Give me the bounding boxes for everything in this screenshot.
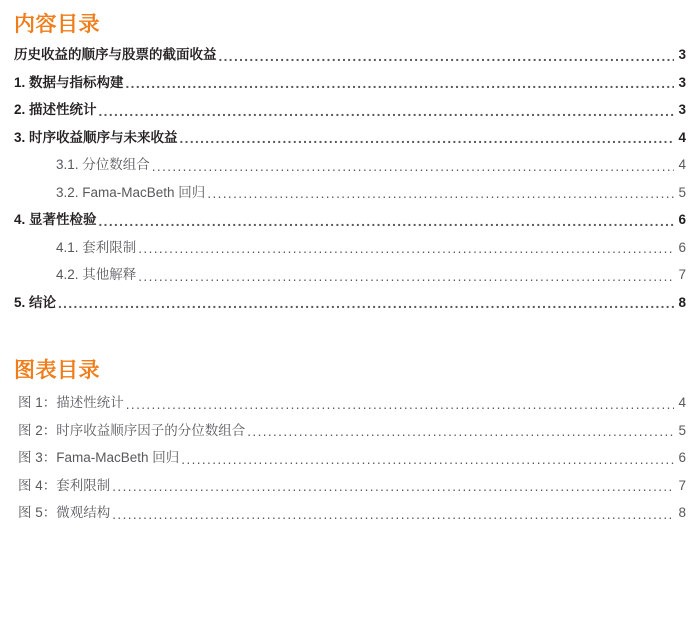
- figure-entry-page: 4: [678, 395, 686, 410]
- figure-entry-label: 图 5：微观结构: [18, 505, 111, 520]
- toc-entry-page: 4: [678, 157, 686, 172]
- toc-entry-page: 7: [678, 267, 686, 282]
- toc-entry[interactable]: [14, 241, 686, 256]
- figure-entry-page: 5: [678, 422, 686, 438]
- toc-entry[interactable]: [14, 213, 686, 228]
- figure-entry-label: 图 1：描述性统计: [18, 395, 124, 410]
- figure-entry[interactable]: [14, 396, 686, 411]
- toc-leader-dots: [247, 425, 674, 438]
- toc-leader-dots: [207, 187, 674, 200]
- figure-entry[interactable]: [14, 479, 686, 494]
- figure-entry[interactable]: [14, 424, 686, 439]
- table-of-contents: [14, 48, 686, 310]
- figure-entry-page: 6: [678, 450, 686, 465]
- toc-entry-label: 4. 显著性检验: [14, 212, 97, 227]
- figure-entry-label: 图 4：套利限制: [18, 477, 111, 493]
- toc-entry[interactable]: [14, 131, 686, 146]
- figure-entry-page: 8: [678, 505, 686, 520]
- toc-entry-label: 1. 数据与指标构建: [14, 74, 124, 90]
- toc-entry-label: 4.2. 其他解释: [56, 267, 137, 282]
- figure-entry-page: 7: [678, 477, 686, 493]
- toc-entry-page: 3: [678, 102, 686, 117]
- toc-entry-label: 5. 结论: [14, 294, 57, 310]
- toc-entry[interactable]: [14, 158, 686, 173]
- spacer: [14, 310, 686, 354]
- toc-entry[interactable]: [14, 296, 686, 311]
- toc-leader-dots: [180, 132, 674, 145]
- toc-leader-dots: [99, 105, 674, 118]
- toc-entry[interactable]: [14, 76, 686, 91]
- spacer: [14, 228, 686, 241]
- toc-entry[interactable]: [14, 186, 686, 201]
- toc-leader-dots: [99, 215, 674, 228]
- spacer: [14, 63, 686, 76]
- toc-leader-dots: [126, 77, 674, 90]
- toc-entry-page: 3: [678, 47, 686, 62]
- toc-entry-page: 8: [678, 294, 686, 310]
- spacer: [14, 200, 686, 213]
- toc-entry-label: 3.1. 分位数组合: [56, 157, 150, 172]
- spacer: [14, 173, 686, 186]
- toc-entry-label: 3.2. Fama-MacBeth 回归: [56, 184, 206, 200]
- toc-entry-page: 6: [678, 212, 686, 227]
- toc-entry-page: 6: [678, 239, 686, 255]
- figure-list: [14, 396, 686, 521]
- spacer: [14, 283, 686, 296]
- toc-leader-dots: [219, 50, 675, 63]
- spacer: [14, 118, 686, 131]
- toc-entry-label: 2. 描述性统计: [14, 102, 97, 117]
- figure-entry[interactable]: [14, 506, 686, 521]
- spacer: [14, 411, 686, 424]
- toc-leader-dots: [112, 508, 674, 521]
- toc-entry-label: 4.1. 套利限制: [56, 239, 137, 255]
- toc-heading: 内容目录: [14, 13, 100, 36]
- toc-entry-page: 3: [678, 74, 686, 90]
- toc-leader-dots: [181, 453, 674, 466]
- toc-entry-page: 4: [678, 129, 686, 145]
- toc-entry[interactable]: [14, 268, 686, 283]
- toc-entry[interactable]: [14, 103, 686, 118]
- toc-leader-dots: [152, 160, 674, 173]
- figure-entry-label: 图 3：Fama-MacBeth 回归: [18, 450, 180, 465]
- toc-entry-label: 3. 时序收益顺序与未来收益: [14, 129, 178, 145]
- toc-leader-dots: [126, 398, 674, 411]
- spacer: [14, 466, 686, 479]
- toc-entry[interactable]: [14, 48, 686, 63]
- toc-leader-dots: [58, 297, 674, 310]
- spacer: [14, 493, 686, 506]
- figure-entry[interactable]: [14, 451, 686, 466]
- figure-entry-label: 图 2：时序收益顺序因子的分位数组合: [18, 422, 246, 438]
- toc-leader-dots: [138, 242, 674, 255]
- spacer: [14, 90, 686, 103]
- toc-entry-label: 历史收益的顺序与股票的截面收益: [14, 47, 217, 62]
- toc-entry-page: 5: [678, 184, 686, 200]
- toc-leader-dots: [112, 480, 674, 493]
- toc-leader-dots: [138, 270, 674, 283]
- figures-heading: 图表目录: [14, 359, 100, 382]
